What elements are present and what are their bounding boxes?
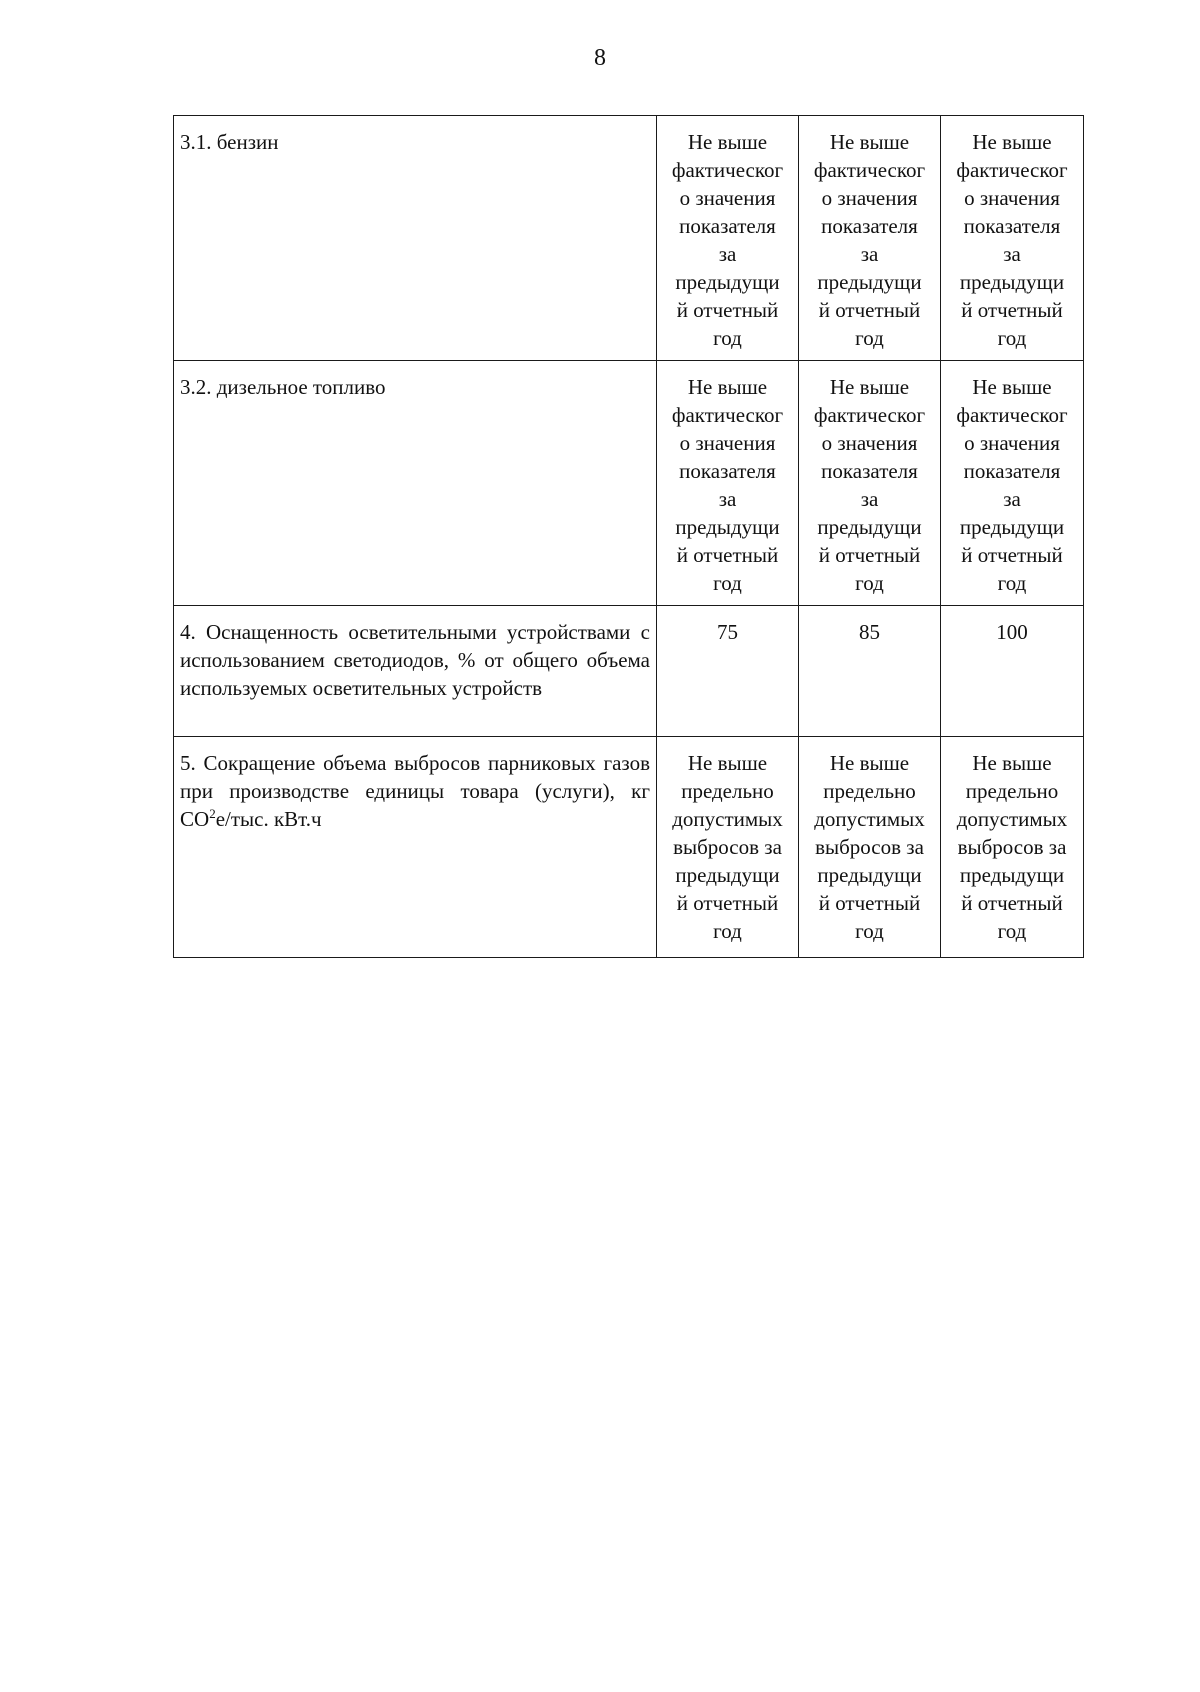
row-value: Не выше фактическог о значения показателя за предыдущи й отчетный год <box>799 116 941 361</box>
row-value: Не выше фактическог о значения показателя за предыдущи й отчетный год <box>941 116 1084 361</box>
row-label-text: 4. Оснащенность осветительными устройствами с использованием светодиодов, % от общего объема используемых осветительных устройств <box>180 620 650 700</box>
row-label: 3.1. бензин <box>174 116 657 361</box>
page-number: 8 <box>594 45 606 71</box>
label-text: е/тыс. кВт.ч <box>215 807 322 831</box>
row-value: Не выше предельно допустимых выбросов за предыдущи й отчетный год <box>799 737 941 958</box>
row-value: Не выше фактическог о значения показателя за предыдущи й отчетный год <box>657 361 799 606</box>
row-value: 85 <box>799 606 941 737</box>
row-label <box>174 737 657 958</box>
row-value: Не выше фактическог о значения показателя за предыдущи й отчетный год <box>941 361 1084 606</box>
row-value: 75 <box>657 606 799 737</box>
table-row <box>174 116 1084 361</box>
row-label <box>174 606 657 737</box>
row-value: Не выше фактическог о значения показателя за предыдущи й отчетный год <box>657 116 799 361</box>
indicators-table <box>173 115 1084 958</box>
table-row <box>174 737 1084 958</box>
table-row <box>174 361 1084 606</box>
row-value: Не выше предельно допустимых выбросов за предыдущи й отчетный год <box>657 737 799 958</box>
table-row <box>174 606 1084 737</box>
label-superscript: 2 <box>209 806 216 821</box>
row-value: Не выше фактическог о значения показателя за предыдущи й отчетный год <box>799 361 941 606</box>
row-value: Не выше предельно допустимых выбросов за предыдущи й отчетный год <box>941 737 1084 958</box>
row-value: 100 <box>941 606 1084 737</box>
row-label-text <box>180 749 650 833</box>
row-label: 3.2. дизельное топливо <box>174 361 657 606</box>
label-text: 5. Сокращение объема выбросов парниковых газов при производстве единицы товара (услуги), кг CO <box>180 751 650 831</box>
